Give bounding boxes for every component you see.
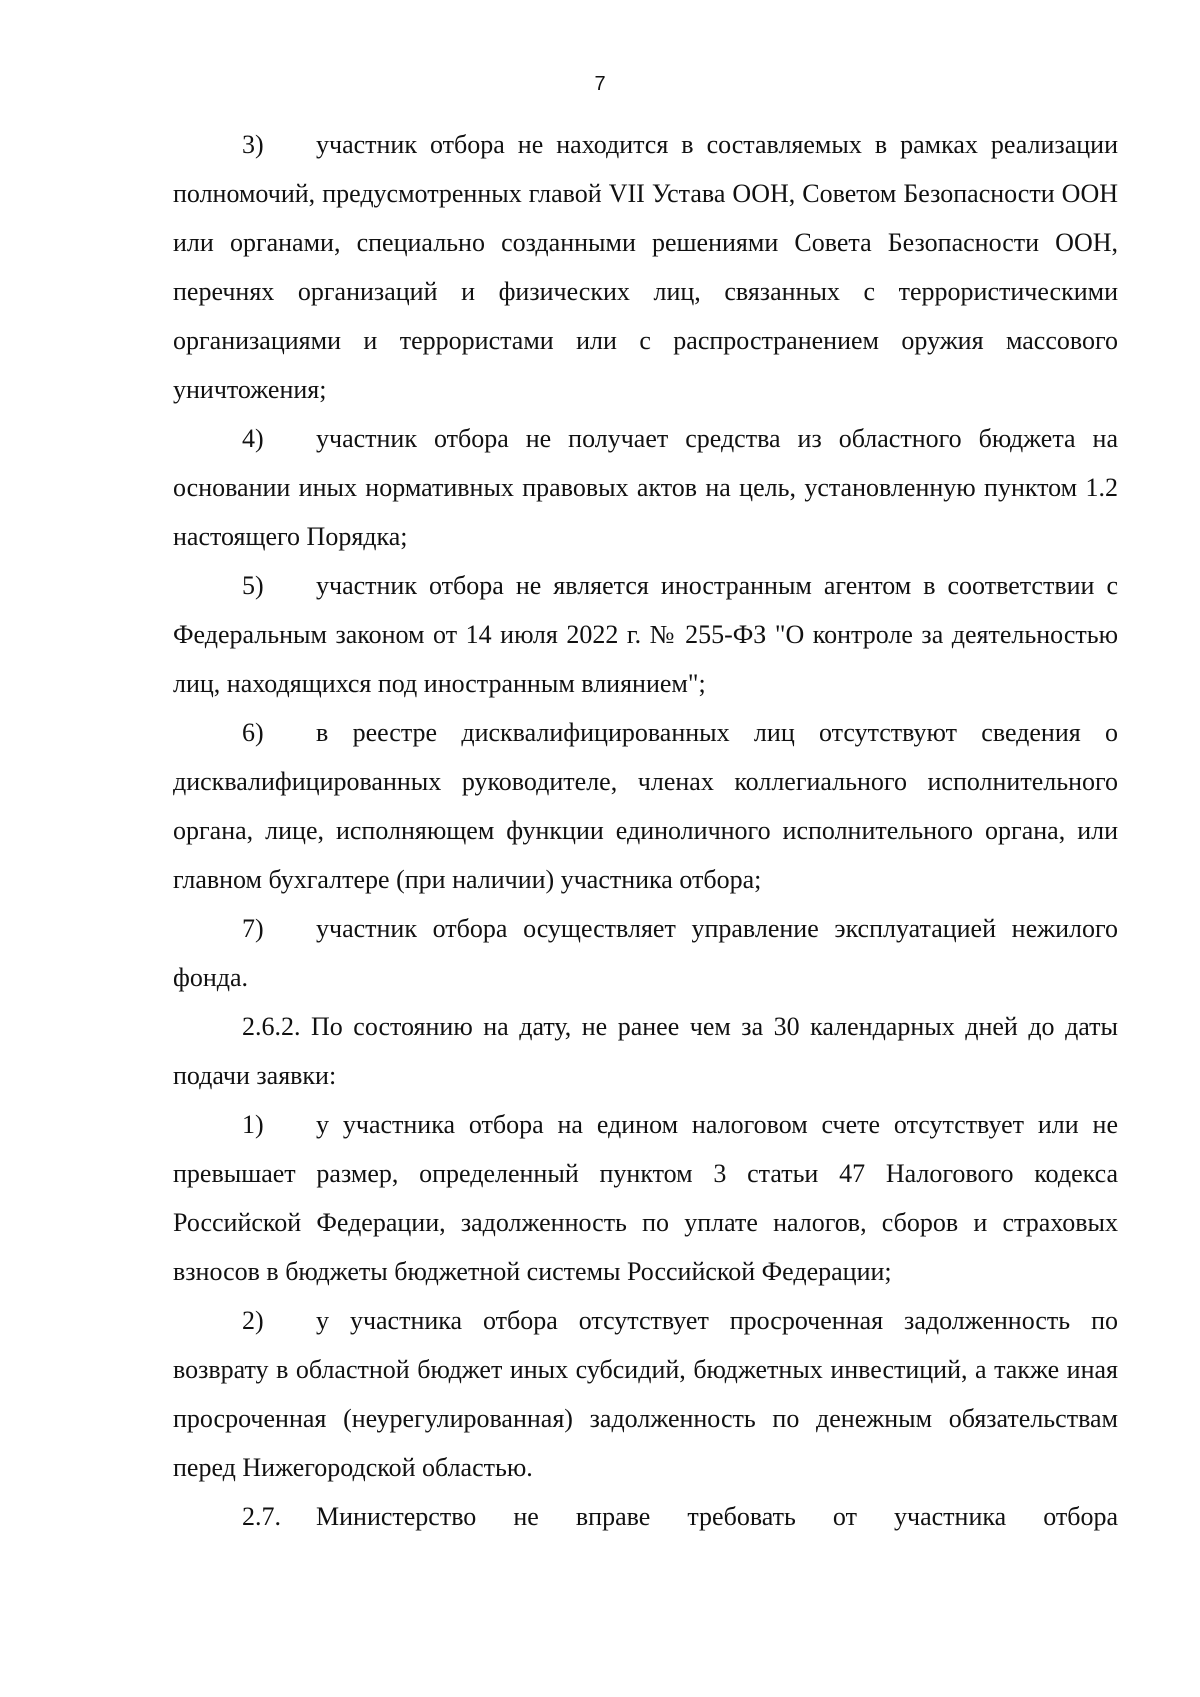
item-number: 2) xyxy=(242,1306,264,1335)
paragraph-item-5 xyxy=(173,561,1118,708)
paragraph-item-2 xyxy=(173,1296,1118,1492)
item-number: 2.7. xyxy=(242,1502,281,1531)
paragraph-text: у участника отбора на едином налоговом счете отсутствует или не превышает размер, определенный пунктом 3 статьи 47 Налогового кодекса Российской Федерации, задолженность по уплате налогов, сборов и страховых взносов в бюджеты бюджетной системы Российской Федерации; xyxy=(173,1110,1118,1286)
paragraph-text: участник отбора не находится в составляемых в рамках реализации полномочий, предусмотренных главой VII Устава ООН, Советом Безопасности ООН или органами, специально созданными решениями Совета Безопасности ООН, перечнях организаций и физических лиц, связанных с террористическими организациями и террористами или с распространением оружия массового уничтожения; xyxy=(173,130,1118,404)
item-number: 6) xyxy=(242,718,264,747)
paragraph-item-3 xyxy=(173,120,1118,414)
paragraph-item-7 xyxy=(173,904,1118,1002)
item-number: 7) xyxy=(242,914,264,943)
paragraph-section-2-6-2 xyxy=(173,1002,1118,1100)
paragraph-item-6 xyxy=(173,708,1118,904)
paragraph-text: Министерство не вправе требовать от участника отбора xyxy=(316,1502,1118,1531)
item-number: 5) xyxy=(242,571,264,600)
document-body xyxy=(173,120,1118,1541)
paragraph-text: у участника отбора отсутствует просроченная задолженность по возврату в областной бюджет иных субсидий, бюджетных инвестиций, а также иная просроченная (неурегулированная) задолженность по денежным обязательствам перед Нижегородской областью. xyxy=(173,1306,1118,1482)
paragraph-section-2-7 xyxy=(173,1492,1118,1541)
paragraph-text: 2.6.2. По состоянию на дату, не ранее чем за 30 календарных дней до даты подачи заявки: xyxy=(173,1012,1118,1090)
paragraph-text: участник отбора не является иностранным агентом в соответствии с Федеральным законом от 14 июля 2022 г. № 255-ФЗ "О контроле за деятельностью лиц, находящихся под иностранным влиянием"; xyxy=(173,571,1118,698)
item-number: 4) xyxy=(242,424,264,453)
item-number: 3) xyxy=(242,130,264,159)
paragraph-text: в реестре дисквалифицированных лиц отсутствуют сведения о дисквалифицированных руководителе, членах коллегиального исполнительного органа, лице, исполняющем функции единоличного исполнительного органа, или главном бухгалтере (при наличии) участника отбора; xyxy=(173,718,1118,894)
page-number: 7 xyxy=(594,73,606,95)
paragraph-text: участник отбора осуществляет управление эксплуатацией нежилого фонда. xyxy=(173,914,1118,992)
paragraph-item-1 xyxy=(173,1100,1118,1296)
paragraph-item-4 xyxy=(173,414,1118,561)
paragraph-text: участник отбора не получает средства из областного бюджета на основании иных нормативных правовых актов на цель, установленную пунктом 1.2 настоящего Порядка; xyxy=(173,424,1118,551)
item-number: 1) xyxy=(242,1110,264,1139)
